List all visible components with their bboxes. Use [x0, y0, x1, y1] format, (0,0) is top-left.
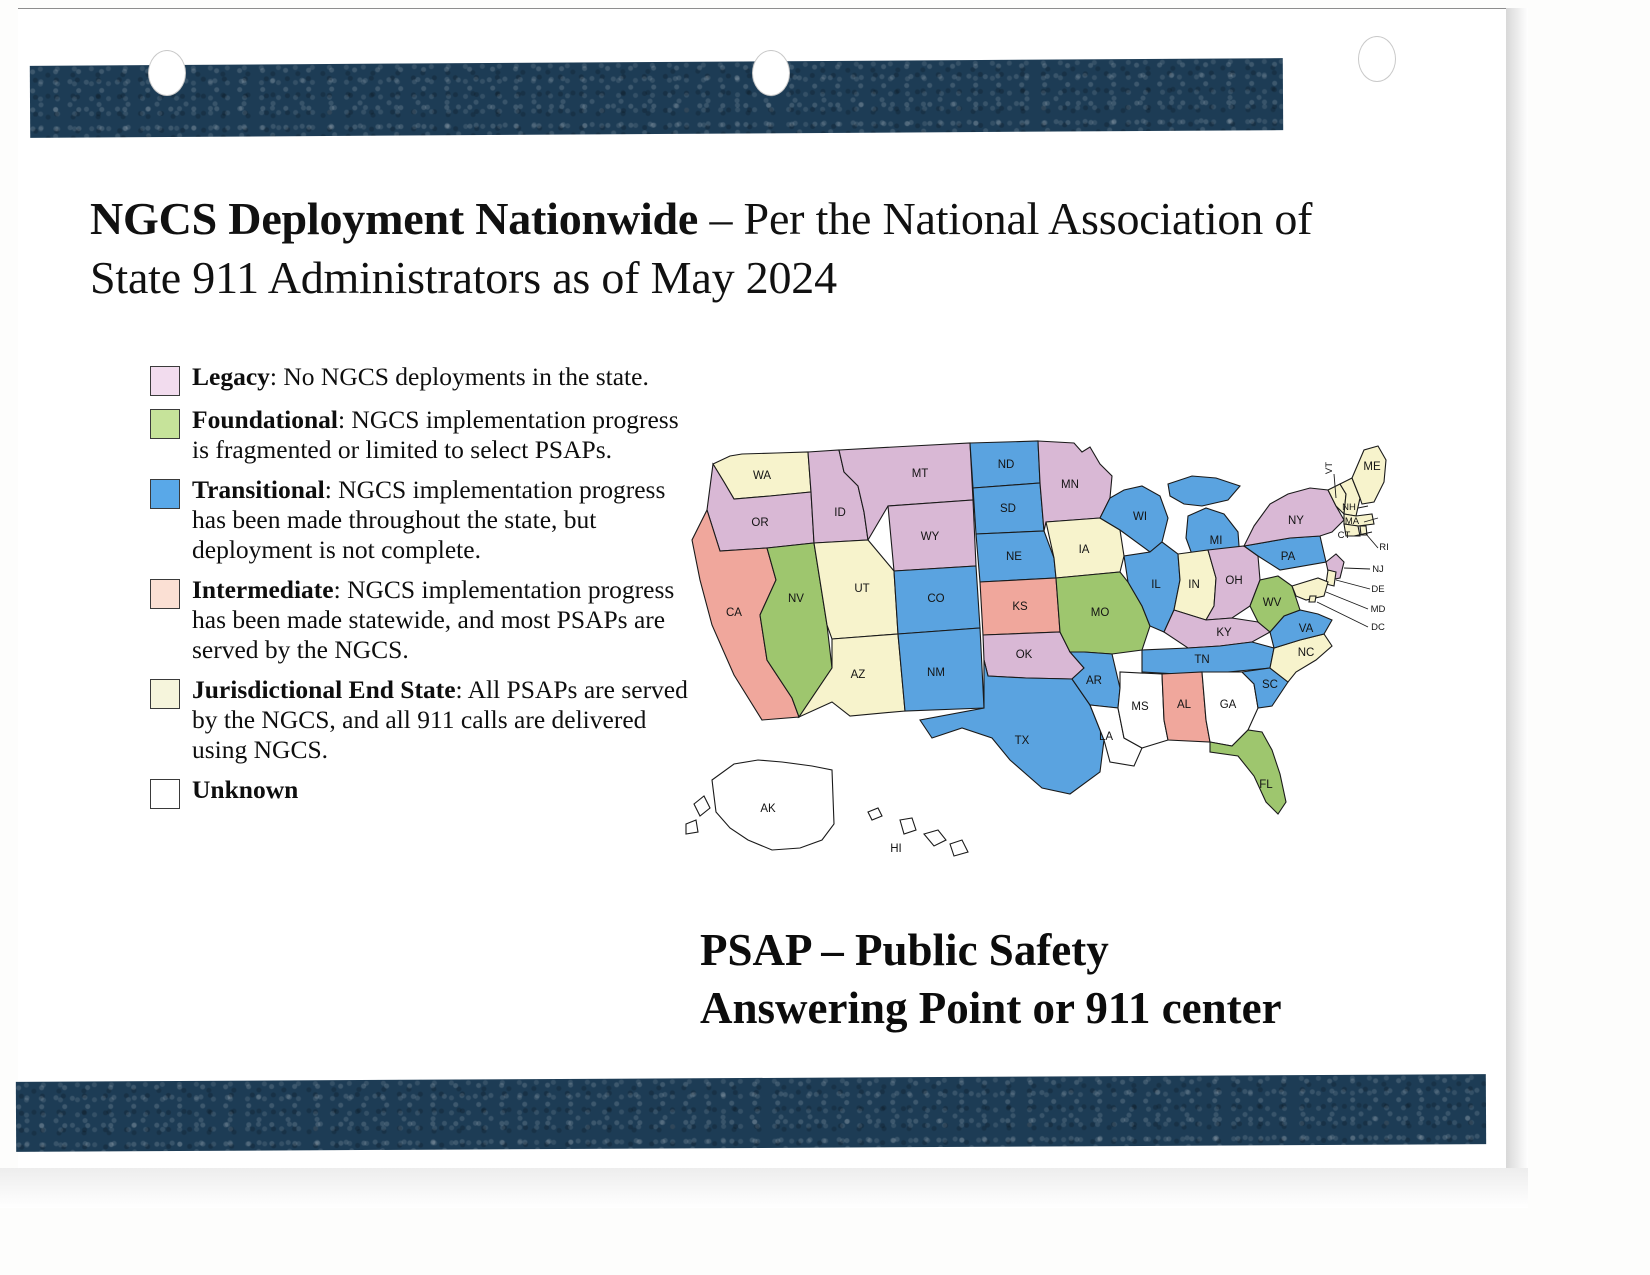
- state-label-AL: AL: [1176, 699, 1192, 711]
- legend-term-end-state: Jurisdictional End State: [192, 674, 456, 704]
- state-label-MN: MN: [1061, 479, 1079, 491]
- state-label-WY: WY: [920, 531, 940, 543]
- legend-item-end-state: [150, 675, 695, 766]
- punch-hole-icon: [752, 50, 790, 96]
- state-label-IL: IL: [1151, 579, 1161, 591]
- legend-desc-intermediate: : NGCS implementation progress has been made statewide, and most PSAPs are served by the NGCS.: [192, 574, 675, 665]
- page-shadow-right: [1506, 8, 1528, 1170]
- state-label-VA: VA: [1298, 623, 1314, 635]
- state-label-KS: KS: [1012, 601, 1028, 613]
- legend-term-legacy: Legacy: [192, 362, 270, 391]
- state-label-DC: DC: [1371, 622, 1385, 633]
- state-label-CA: CA: [726, 607, 742, 619]
- legend-desc-end-state: : All PSAPs are served by the NGCS, and all 911 calls are delivered using NGCS.: [192, 674, 688, 765]
- state-label-TN: TN: [1194, 654, 1210, 666]
- state-label-MS: MS: [1131, 701, 1149, 713]
- state-label-UT: UT: [854, 583, 870, 595]
- legend-swatch-foundational: [150, 409, 180, 439]
- leader-line-NJ: [1344, 568, 1370, 569]
- leader-line-MD: [1326, 592, 1368, 609]
- map-legend: [150, 362, 695, 818]
- state-label-WA: WA: [752, 470, 772, 482]
- legend-label-legacy: [192, 362, 649, 392]
- legend-desc-transitional: : NGCS implementation progress has been made throughout the state, but deployment is not complete.: [192, 474, 666, 565]
- state-label-NC: NC: [1297, 647, 1315, 659]
- leader-line-NH: [1358, 506, 1368, 508]
- state-DC[interactable]: [1309, 596, 1316, 602]
- us-choropleth-map: [672, 420, 1402, 900]
- page-title: [90, 190, 1320, 308]
- state-label-IN: IN: [1188, 579, 1200, 591]
- binder-strip-bottom: [16, 1074, 1486, 1152]
- legend-item-intermediate: [150, 575, 695, 666]
- page-shadow-bottom: [0, 1168, 1528, 1208]
- legend-term-unknown: Unknown: [192, 774, 299, 804]
- state-label-ND: ND: [997, 459, 1015, 471]
- state-label-CO: CO: [927, 593, 945, 605]
- state-label-MD: MD: [1370, 604, 1386, 615]
- psap-caption: [700, 922, 1490, 1037]
- state-label-MT: MT: [911, 468, 929, 480]
- state-label-OH: OH: [1225, 575, 1243, 587]
- page-title-rest: – Per the National Association of State 911 Administrators as of May 2024: [90, 193, 1313, 303]
- legend-desc-foundational: : NGCS implementation progress is fragmented or limited to select PSAPs.: [192, 405, 679, 465]
- state-label-AR: AR: [1086, 675, 1102, 687]
- psap-caption-line2: Answering Point or 911 center: [700, 982, 1282, 1033]
- state-HI[interactable]: [868, 808, 968, 856]
- state-label-TX: TX: [1014, 735, 1030, 747]
- state-label-AZ: AZ: [850, 669, 866, 681]
- state-label-OR: OR: [751, 517, 769, 529]
- leader-line-DE: [1336, 580, 1370, 589]
- state-label-WV: WV: [1262, 597, 1282, 609]
- legend-desc-legacy: : No NGCS deployments in the state.: [269, 362, 649, 391]
- legend-term-intermediate: Intermediate: [192, 574, 334, 604]
- state-label-ME: ME: [1363, 461, 1381, 473]
- state-label-MA: MA: [1344, 516, 1360, 527]
- legend-swatch-legacy: [150, 366, 180, 396]
- state-label-NV: NV: [788, 593, 804, 605]
- state-label-WI: WI: [1132, 511, 1148, 523]
- state-label-KY: KY: [1216, 627, 1232, 639]
- state-label-MI: MI: [1209, 535, 1223, 547]
- legend-swatch-unknown: [150, 779, 180, 809]
- psap-caption-line1: PSAP – Public Safety: [700, 925, 1109, 975]
- legend-label-unknown: [192, 775, 298, 805]
- state-label-OK: OK: [1015, 649, 1033, 661]
- state-label-CT: CT: [1337, 530, 1351, 541]
- punch-hole-icon: [148, 50, 186, 96]
- page-title-strong: NGCS Deployment Nationwide: [90, 193, 699, 244]
- state-label-NJ: NJ: [1372, 564, 1384, 575]
- legend-label-end-state: [192, 675, 695, 766]
- state-label-DE: DE: [1371, 584, 1385, 595]
- legend-swatch-intermediate: [150, 579, 180, 609]
- state-label-MO: MO: [1090, 607, 1110, 619]
- state-label-RI: RI: [1379, 542, 1389, 553]
- legend-item-transitional: [150, 475, 695, 566]
- state-label-NE: NE: [1006, 551, 1022, 563]
- legend-label-transitional: [192, 475, 695, 566]
- legend-swatch-end-state: [150, 679, 180, 709]
- legend-term-foundational: Foundational: [192, 405, 338, 434]
- state-label-ID: ID: [834, 507, 846, 519]
- punch-hole-icon: [1358, 36, 1396, 82]
- state-label-IA: IA: [1078, 544, 1090, 556]
- state-label-NM: NM: [927, 667, 945, 679]
- state-label-FL: FL: [1259, 779, 1273, 791]
- binder-strip-top: [30, 58, 1283, 138]
- state-label-NY: NY: [1288, 515, 1304, 527]
- legend-swatch-transitional: [150, 479, 180, 509]
- legend-item-legacy: [150, 362, 695, 396]
- state-label-PA: PA: [1280, 551, 1296, 563]
- state-label-AK: AK: [760, 803, 776, 815]
- legend-item-foundational: [150, 405, 695, 466]
- legend-label-intermediate: [192, 575, 695, 666]
- state-label-GA: GA: [1219, 699, 1237, 711]
- state-label-SC: SC: [1262, 679, 1278, 691]
- legend-label-foundational: [192, 405, 695, 466]
- state-label-LA: LA: [1098, 731, 1114, 743]
- state-label-HI: HI: [890, 843, 902, 855]
- state-label-SD: SD: [1000, 503, 1016, 515]
- state-label-VT: VT: [1324, 461, 1335, 475]
- legend-item-unknown: [150, 775, 695, 809]
- legend-term-transitional: Transitional: [192, 474, 325, 504]
- leader-line-RI: [1366, 534, 1378, 548]
- state-label-NH: NH: [1342, 502, 1356, 513]
